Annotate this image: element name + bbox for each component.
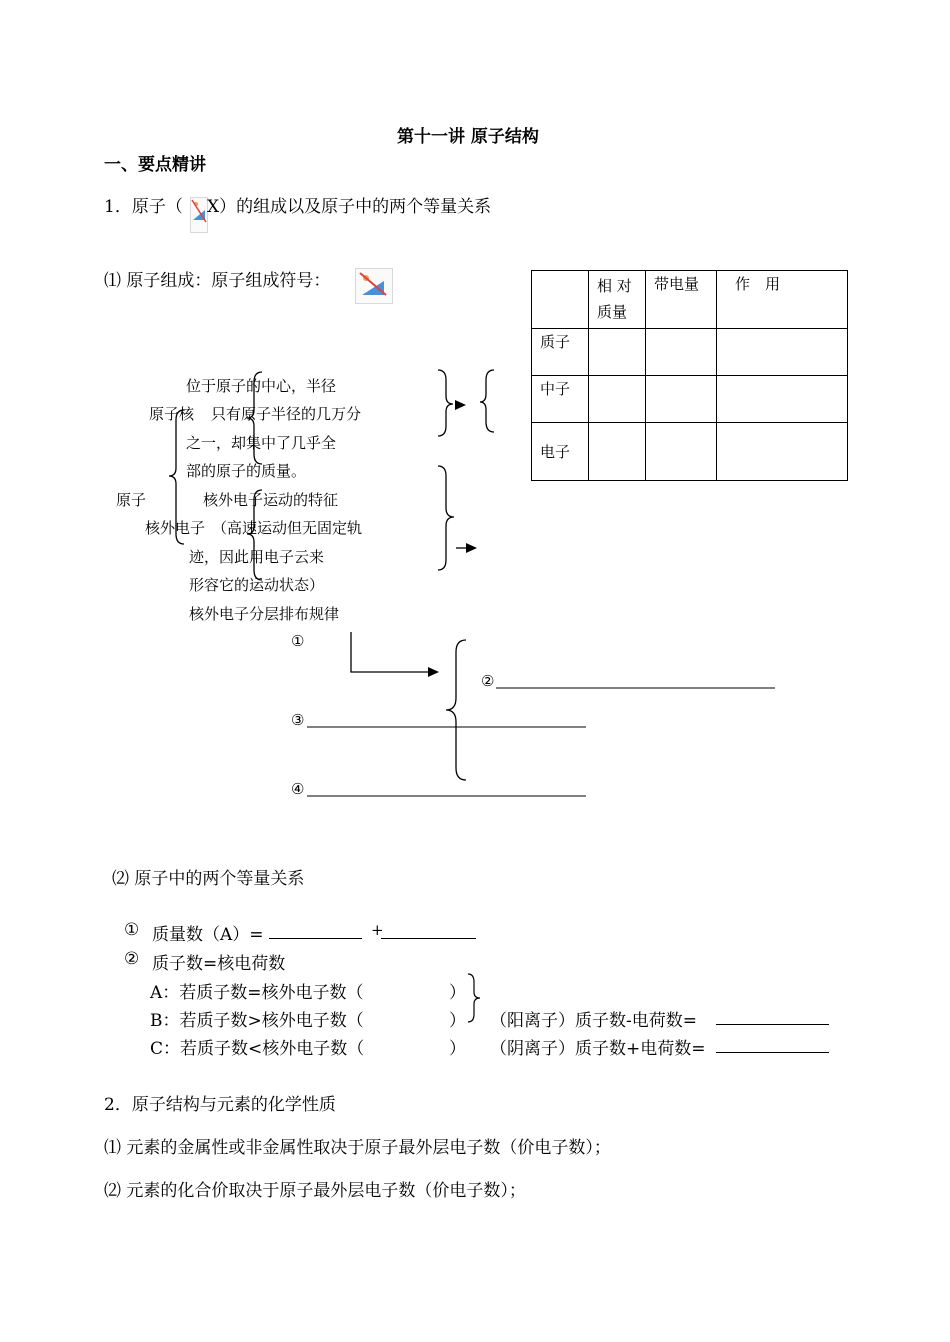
rule-number: ③ xyxy=(291,711,305,729)
nucleus-desc: 位于原子的中心，半径 xyxy=(186,377,337,395)
table-row-label: 中子 xyxy=(532,376,589,423)
nucleus-brace xyxy=(247,372,262,464)
eq2-number: ② xyxy=(124,949,140,969)
table-row-label: 电子 xyxy=(532,423,589,481)
rule-number: ① xyxy=(291,632,305,650)
case-a-close: ） xyxy=(449,983,466,1003)
rule-number: ④ xyxy=(291,780,305,798)
arrow-head xyxy=(428,667,439,677)
arrow-connector xyxy=(351,632,430,672)
page-title: 第十一讲 原子结构 xyxy=(397,127,539,147)
item2-heading: 2．原子结构与元素的化学性质 xyxy=(104,1095,336,1115)
paragraph: ⑵ 元素的化合价取决于原子最外层电子数（价电子数）； xyxy=(104,1181,526,1201)
case-c-close: ） xyxy=(449,1039,466,1059)
sub1-heading: ⑴ 原子组成：原子组成符号： xyxy=(104,271,331,291)
nucleus-desc: 之一，却集中了几乎全 xyxy=(186,434,337,452)
blank-line xyxy=(381,921,476,939)
table-header-cell: 作 用 xyxy=(717,271,848,329)
electron-desc: 核外电子分层排布规律 xyxy=(189,605,340,623)
table-row-label: 质子 xyxy=(532,329,589,376)
case-b-label: B：若质子数>核外电子数（ xyxy=(150,1011,364,1031)
nucleus-label: 原子核 xyxy=(149,405,195,423)
arrow-head xyxy=(455,400,466,410)
case-b-close: ） xyxy=(449,1011,466,1031)
eq2-text: 质子数=核电荷数 xyxy=(152,954,286,974)
paragraph: ⑴ 元素的金属性或非金属性取决于原子最外层电子数（价电子数）； xyxy=(104,1138,611,1158)
nucleus-desc: 只有原子半径的几万分 xyxy=(211,405,362,423)
rule-number: ② xyxy=(481,672,495,690)
electron-desc: 形容它的运动状态） xyxy=(189,576,325,594)
atom-brace xyxy=(169,410,184,544)
sub2-heading: ⑵ 原子中的两个等量关系 xyxy=(112,869,305,889)
ion-brace xyxy=(468,974,480,1022)
electron-desc: 核外电子运动的特征 xyxy=(203,491,339,509)
electron-desc: 迹，因此用电子云来 xyxy=(189,548,325,566)
case-a-label: A：若质子数=核外电子数（ xyxy=(150,983,364,1003)
item1-suffix: X）的组成以及原子中的两个等量关系 xyxy=(207,197,492,217)
plus-sign: + xyxy=(371,921,384,939)
atom-label: 原子 xyxy=(116,491,147,509)
rules-brace xyxy=(446,640,466,780)
section-heading: 一、要点精讲 xyxy=(104,155,206,175)
electron-brace xyxy=(247,490,262,580)
right-brace-1 xyxy=(438,370,453,436)
case-c-note: （阴离子）质子数+电荷数= xyxy=(490,1039,706,1059)
table-header-cell: 相 对 质量 xyxy=(589,271,646,329)
blank-line xyxy=(716,1007,829,1025)
right-brace-2 xyxy=(438,466,454,570)
arrow-head xyxy=(466,543,477,553)
electron-label: 核外电子 xyxy=(145,519,206,537)
eq1-number: ① xyxy=(124,920,140,940)
eq1-text: 质量数（A）= xyxy=(152,925,264,945)
item1-prefix: 1．原子（ xyxy=(104,197,183,217)
blank-line xyxy=(269,921,362,939)
blank-line xyxy=(716,1035,829,1053)
case-c-label: C：若质子数<核外电子数（ xyxy=(150,1039,365,1059)
nucleus-desc: 部的原子的质量。 xyxy=(186,462,307,480)
case-b-note: （阳离子）质子数-电荷数= xyxy=(490,1011,697,1031)
left-brace-1 xyxy=(480,370,494,432)
table-header-cell: 带电量 xyxy=(646,271,717,329)
electron-desc: （高速运动但无固定轨 xyxy=(212,519,363,537)
